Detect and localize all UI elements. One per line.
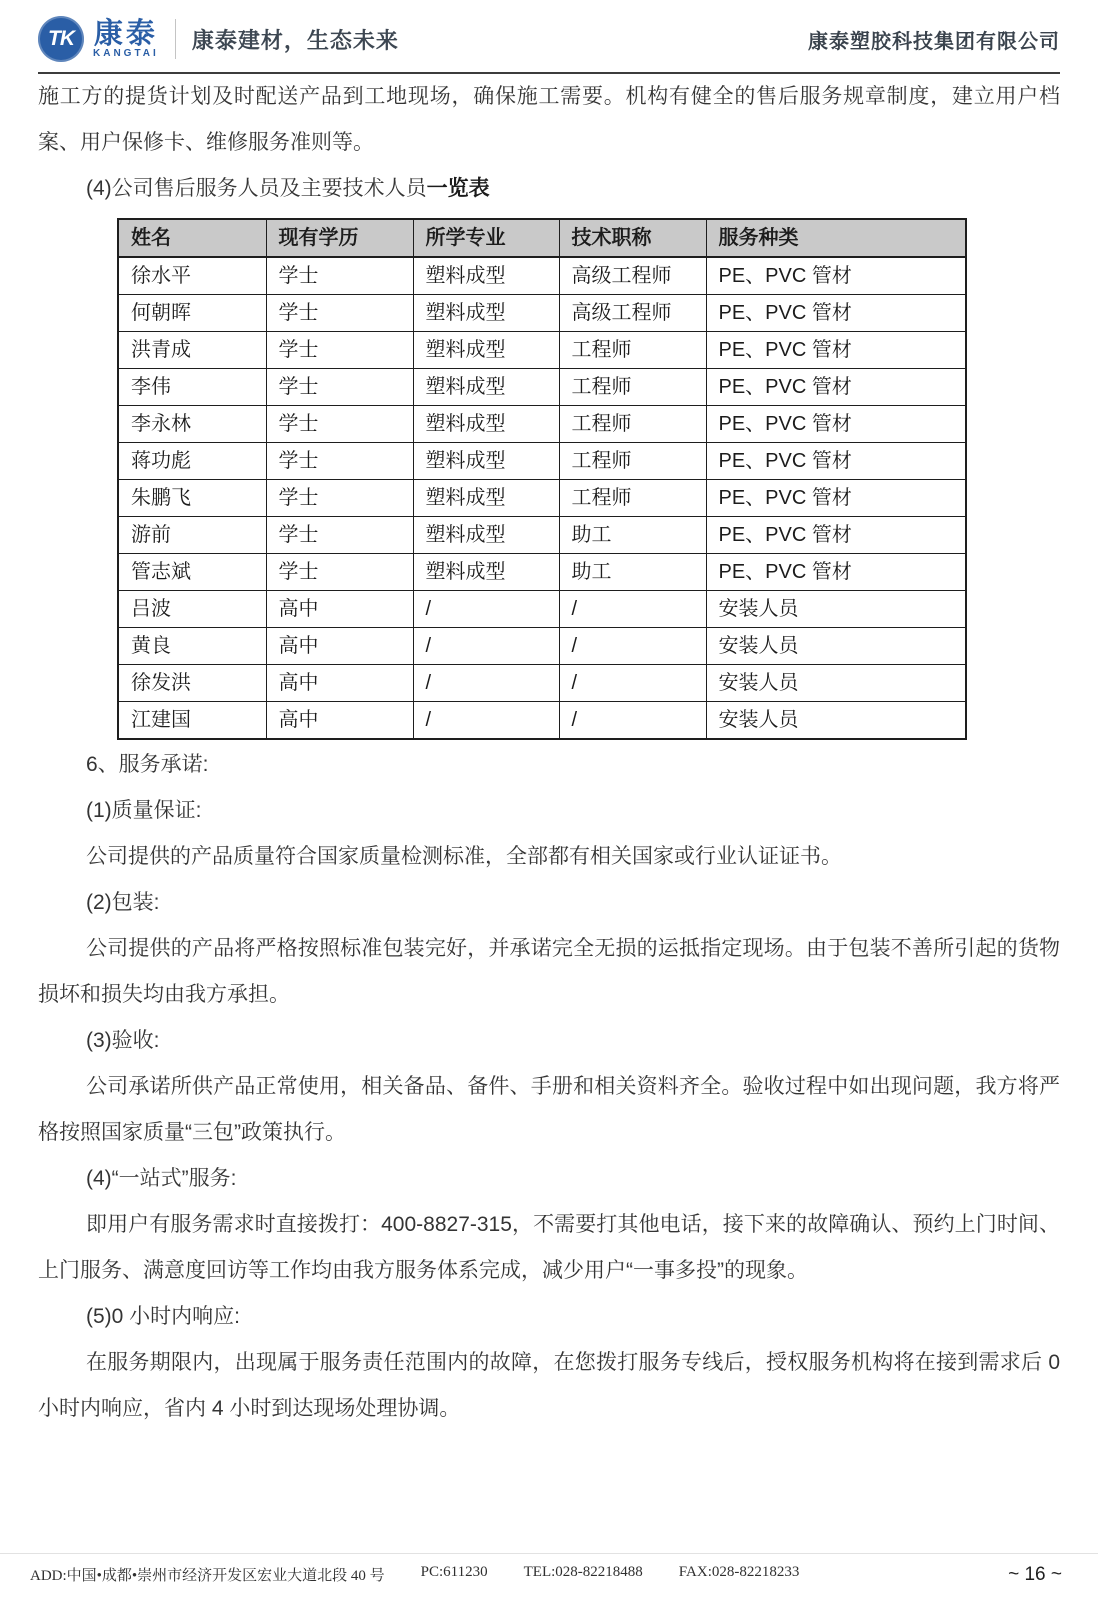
table-cell: 学士 <box>266 554 413 591</box>
brand-name-cn: 康泰 <box>93 17 158 50</box>
brand-tagline: 康泰建材，生态未来 <box>191 27 399 53</box>
table-cell: 江建国 <box>118 702 266 740</box>
page-footer <box>0 1553 1098 1600</box>
table-header-cell: 现有学历 <box>266 219 413 257</box>
table-cell: 高中 <box>266 628 413 665</box>
table-cell: 朱鹏飞 <box>118 480 266 517</box>
table-cell: 塑料成型 <box>413 554 559 591</box>
subsection-body-3: 公司承诺所供产品正常使用，相关备品、备件、手册和相关资料齐全。验收过程中如出现问题，我方将严格按照国家质量“三包”政策执行。 <box>38 1075 1060 1144</box>
table-cell: / <box>413 591 559 628</box>
table-cell: 安装人员 <box>706 665 966 702</box>
subsection-body-4: 即用户有服务需求时直接拨打：400-8827-315，不需要打其他电话，接下来的故障确认、预约上门时间、上门服务、满意度回访等工作均由我方服务体系完成，减少用户“一事多投”的现象。 <box>38 1213 1060 1282</box>
table-header-cell: 服务种类 <box>706 219 966 257</box>
brand-name-en: KANGTAI <box>93 47 159 59</box>
table-cell: / <box>413 702 559 740</box>
subsection-heading-5: (5)0 小时内响应: <box>86 1305 241 1328</box>
table-cell: 助工 <box>559 517 706 554</box>
intro-paragraph: 施工方的提货计划及时配送产品到工地现场，确保施工需要。机构有健全的售后服务规章制度，建立用户档案、用户保修卡、维修服务准则等。 <box>38 85 1060 154</box>
table-cell: 学士 <box>266 406 413 443</box>
brand-wordmark <box>93 17 159 59</box>
table-row <box>118 257 966 295</box>
table-cell: 高中 <box>266 702 413 740</box>
table-cell: / <box>559 628 706 665</box>
table-cell: 游前 <box>118 517 266 554</box>
table-cell: 学士 <box>266 369 413 406</box>
footer-contact-info <box>30 1564 799 1585</box>
table-row <box>118 628 966 665</box>
personnel-table-head <box>118 219 966 257</box>
table-cell: / <box>413 665 559 702</box>
table-cell: PE、PVC 管材 <box>706 369 966 406</box>
footer-tel: TEL:028-82218488 <box>523 1564 643 1580</box>
table-cell: 蒋功彪 <box>118 443 266 480</box>
table-caption-text: (4)公司售后服务人员及主要技术人员 <box>86 177 427 200</box>
subsection-body-5: 在服务期限内，出现属于服务责任范围内的故障，在您拨打服务专线后，授权服务机构将在接到需求后 0 小时内响应，省内 4 小时到达现场处理协调。 <box>38 1351 1060 1420</box>
table-row <box>118 665 966 702</box>
table-cell: PE、PVC 管材 <box>706 332 966 369</box>
table-cell: 学士 <box>266 332 413 369</box>
table-cell: 工程师 <box>559 332 706 369</box>
table-cell: 安装人员 <box>706 628 966 665</box>
table-cell: 塑料成型 <box>413 406 559 443</box>
table-row <box>118 517 966 554</box>
subsection-heading-2: (2)包装: <box>86 891 160 914</box>
table-cell: / <box>559 591 706 628</box>
table-cell: 徐水平 <box>118 257 266 295</box>
table-cell: 徐发洪 <box>118 665 266 702</box>
table-cell: 助工 <box>559 554 706 591</box>
header-rule-container <box>38 16 1060 74</box>
header-divider <box>175 19 176 59</box>
table-cell: 李伟 <box>118 369 266 406</box>
subsection-body-2: 公司提供的产品将严格按照标准包装完好，并承诺完全无损的运抵指定现场。由于包装不善所引起的货物损坏和损失均由我方承担。 <box>38 937 1060 1006</box>
table-cell: 洪青成 <box>118 332 266 369</box>
table-cell: 工程师 <box>559 369 706 406</box>
table-cell: 吕波 <box>118 591 266 628</box>
table-cell: 塑料成型 <box>413 257 559 295</box>
table-cell: / <box>559 665 706 702</box>
table-cell: 工程师 <box>559 480 706 517</box>
table-cell: PE、PVC 管材 <box>706 295 966 332</box>
table-cell: / <box>559 702 706 740</box>
table-cell: 何朝晖 <box>118 295 266 332</box>
table-header-row <box>118 219 966 257</box>
brand-logo-icon <box>38 16 84 62</box>
footer-address: ADD:中国•成都•崇州市经济开发区宏业大道北段 40 号 <box>30 1568 385 1584</box>
table-cell: PE、PVC 管材 <box>706 443 966 480</box>
subsection-heading-1: (1)质量保证: <box>86 799 202 822</box>
table-row <box>118 406 966 443</box>
table-cell: 塑料成型 <box>413 369 559 406</box>
table-row <box>118 443 966 480</box>
table-cell: PE、PVC 管材 <box>706 517 966 554</box>
table-cell: 李永林 <box>118 406 266 443</box>
table-cell: 塑料成型 <box>413 295 559 332</box>
subsection-body-1: 公司提供的产品质量符合国家质量检测标准，全部都有相关国家或行业认证证书。 <box>86 845 842 868</box>
table-cell: 安装人员 <box>706 591 966 628</box>
page-number: ~ 16 ~ <box>1008 1564 1062 1585</box>
table-header-cell: 姓名 <box>118 219 266 257</box>
table-cell: 学士 <box>266 257 413 295</box>
table-cell: 工程师 <box>559 443 706 480</box>
table-row <box>118 480 966 517</box>
personnel-table <box>117 218 967 740</box>
table-row <box>118 591 966 628</box>
table-cell: 学士 <box>266 295 413 332</box>
table-cell: 高中 <box>266 665 413 702</box>
table-cell: 高级工程师 <box>559 257 706 295</box>
page-header <box>0 0 1098 74</box>
table-cell: PE、PVC 管材 <box>706 480 966 517</box>
table-row <box>118 332 966 369</box>
table-cell: 塑料成型 <box>413 517 559 554</box>
section-title: 6、服务承诺: <box>86 753 209 776</box>
footer-fax: FAX:028-82218233 <box>678 1564 800 1580</box>
table-row <box>118 295 966 332</box>
table-cell: 塑料成型 <box>413 443 559 480</box>
table-header-cell: 技术职称 <box>559 219 706 257</box>
table-cell: 学士 <box>266 443 413 480</box>
table-cell: PE、PVC 管材 <box>706 406 966 443</box>
table-row <box>118 369 966 406</box>
table-row <box>118 554 966 591</box>
table-cell: 安装人员 <box>706 702 966 740</box>
subsection-heading-3: (3)验收: <box>86 1029 160 1052</box>
table-caption-bold: 一览表 <box>426 177 490 200</box>
table-cell: 塑料成型 <box>413 332 559 369</box>
table-cell: 学士 <box>266 480 413 517</box>
table-cell: 管志斌 <box>118 554 266 591</box>
footer-postcode: PC:611230 <box>420 1564 488 1580</box>
table-cell: PE、PVC 管材 <box>706 554 966 591</box>
logo-monogram: TK <box>48 27 74 50</box>
table-caption <box>38 166 1060 212</box>
table-cell: 塑料成型 <box>413 480 559 517</box>
table-cell: / <box>413 628 559 665</box>
company-name: 康泰塑胶科技集团有限公司 <box>808 30 1060 53</box>
table-cell: 黄良 <box>118 628 266 665</box>
document-body <box>0 74 1098 1432</box>
table-row <box>118 702 966 740</box>
table-cell: 工程师 <box>559 406 706 443</box>
subsection-heading-4: (4)“一站式”服务: <box>86 1167 237 1190</box>
table-cell: 高级工程师 <box>559 295 706 332</box>
table-header-cell: 所学专业 <box>413 219 559 257</box>
table-cell: 高中 <box>266 591 413 628</box>
personnel-table-body <box>118 257 966 739</box>
table-cell: PE、PVC 管材 <box>706 257 966 295</box>
table-cell: 学士 <box>266 517 413 554</box>
